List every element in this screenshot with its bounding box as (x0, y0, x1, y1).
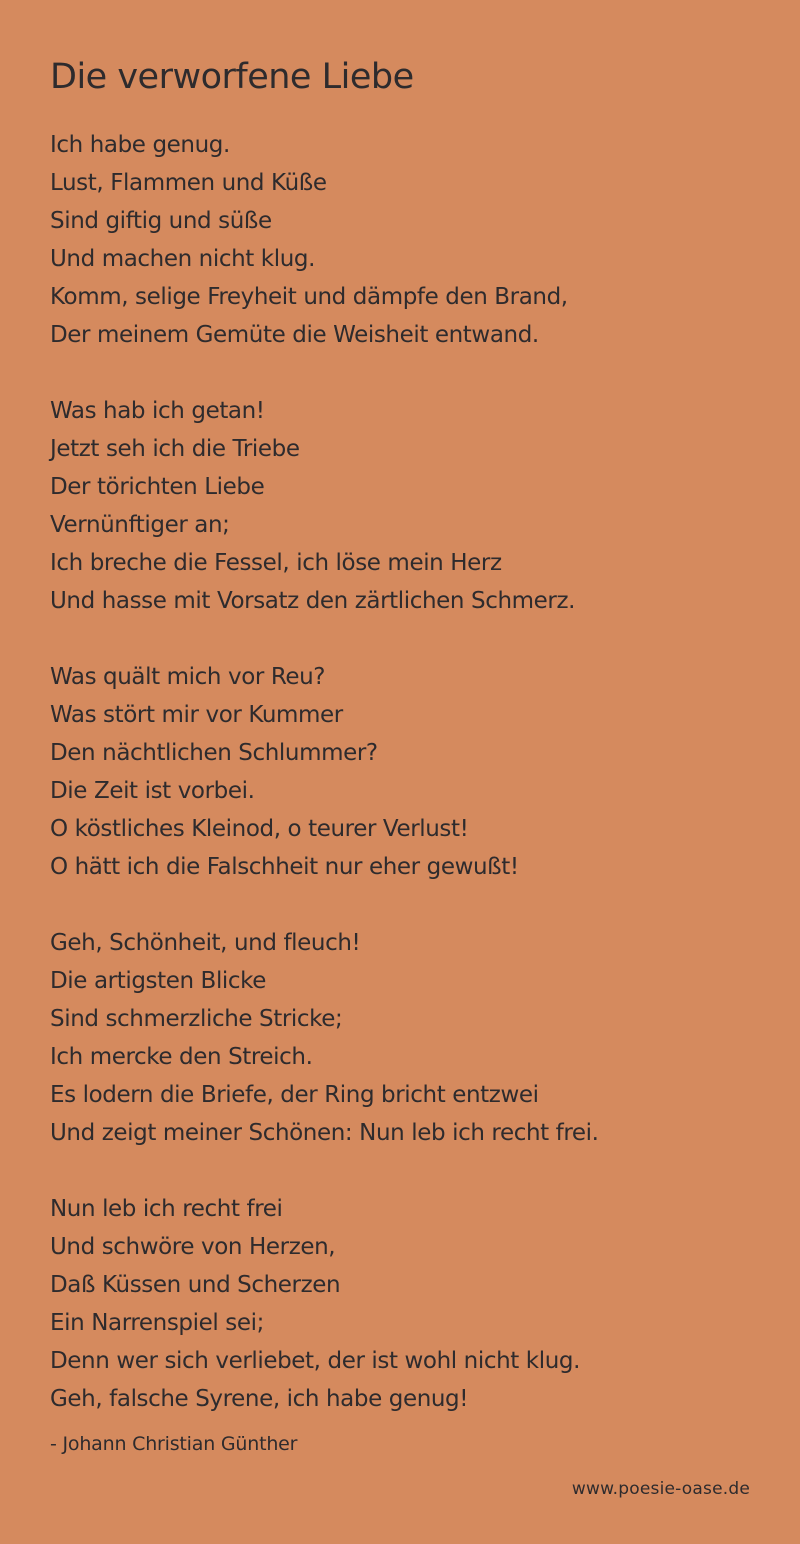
poem-line: Es lodern die Briefe, der Ring bricht entzwei (50, 1082, 539, 1108)
poem-line: Was quält mich vor Reu? (50, 664, 326, 690)
poem-line: Denn wer sich verliebet, der ist wohl nicht klug. (50, 1348, 580, 1374)
poem-line: Und hasse mit Vorsatz den zärtlichen Schmerz. (50, 588, 576, 614)
website-url: www.poesie-oase.de (571, 1479, 750, 1499)
poem-line: Daß Küssen und Scherzen (50, 1272, 341, 1298)
poem-line: Geh, falsche Syrene, ich habe genug! (50, 1386, 469, 1412)
stanza-3 (50, 658, 770, 886)
stanza-5 (50, 1190, 770, 1418)
poem-line: Vernünftiger an; (50, 512, 230, 538)
poem-line: Komm, selige Freyheit und dämpfe den Brand, (50, 284, 568, 310)
poem-line: Sind schmerzliche Stricke; (50, 1006, 343, 1032)
poem-line: O köstliches Kleinod, o teurer Verlust! (50, 816, 469, 842)
poem-line: Der törichten Liebe (50, 474, 265, 500)
stanza-4 (50, 924, 770, 1152)
poem-body (50, 126, 770, 1418)
poem-line: Den nächtlichen Schlummer? (50, 740, 378, 766)
poem-line: Was hab ich getan! (50, 398, 265, 424)
poem-line: Jetzt seh ich die Triebe (50, 436, 300, 462)
poem-line: Lust, Flammen und Küße (50, 170, 327, 196)
poem-author: - Johann Christian Günther (50, 1433, 298, 1455)
poem-line: Und machen nicht klug. (50, 246, 315, 272)
poem-title: Die verworfene Liebe (50, 57, 414, 97)
poem-line: Die artigsten Blicke (50, 968, 267, 994)
poem-line: Was stört mir vor Kummer (50, 702, 343, 728)
poem-line: Sind giftig und süße (50, 208, 272, 234)
poem-line: Ich mercke den Streich. (50, 1044, 313, 1070)
poem-line: Und zeigt meiner Schönen: Nun leb ich recht frei. (50, 1120, 599, 1146)
poem-line: Ich habe genug. (50, 132, 230, 158)
poem-line: O hätt ich die Falschheit nur eher gewußt! (50, 854, 519, 880)
stanza-1 (50, 126, 770, 354)
poem-line: Der meinem Gemüte die Weisheit entwand. (50, 322, 539, 348)
poem-line: Ich breche die Fessel, ich löse mein Herz (50, 550, 502, 576)
poem-line: Ein Narrenspiel sei; (50, 1310, 264, 1336)
poem-line: Nun leb ich recht frei (50, 1196, 283, 1222)
poem-line: Geh, Schönheit, und fleuch! (50, 930, 361, 956)
stanza-2 (50, 392, 770, 620)
poem-line: Und schwöre von Herzen, (50, 1234, 336, 1260)
poem-line: Die Zeit ist vorbei. (50, 778, 255, 804)
